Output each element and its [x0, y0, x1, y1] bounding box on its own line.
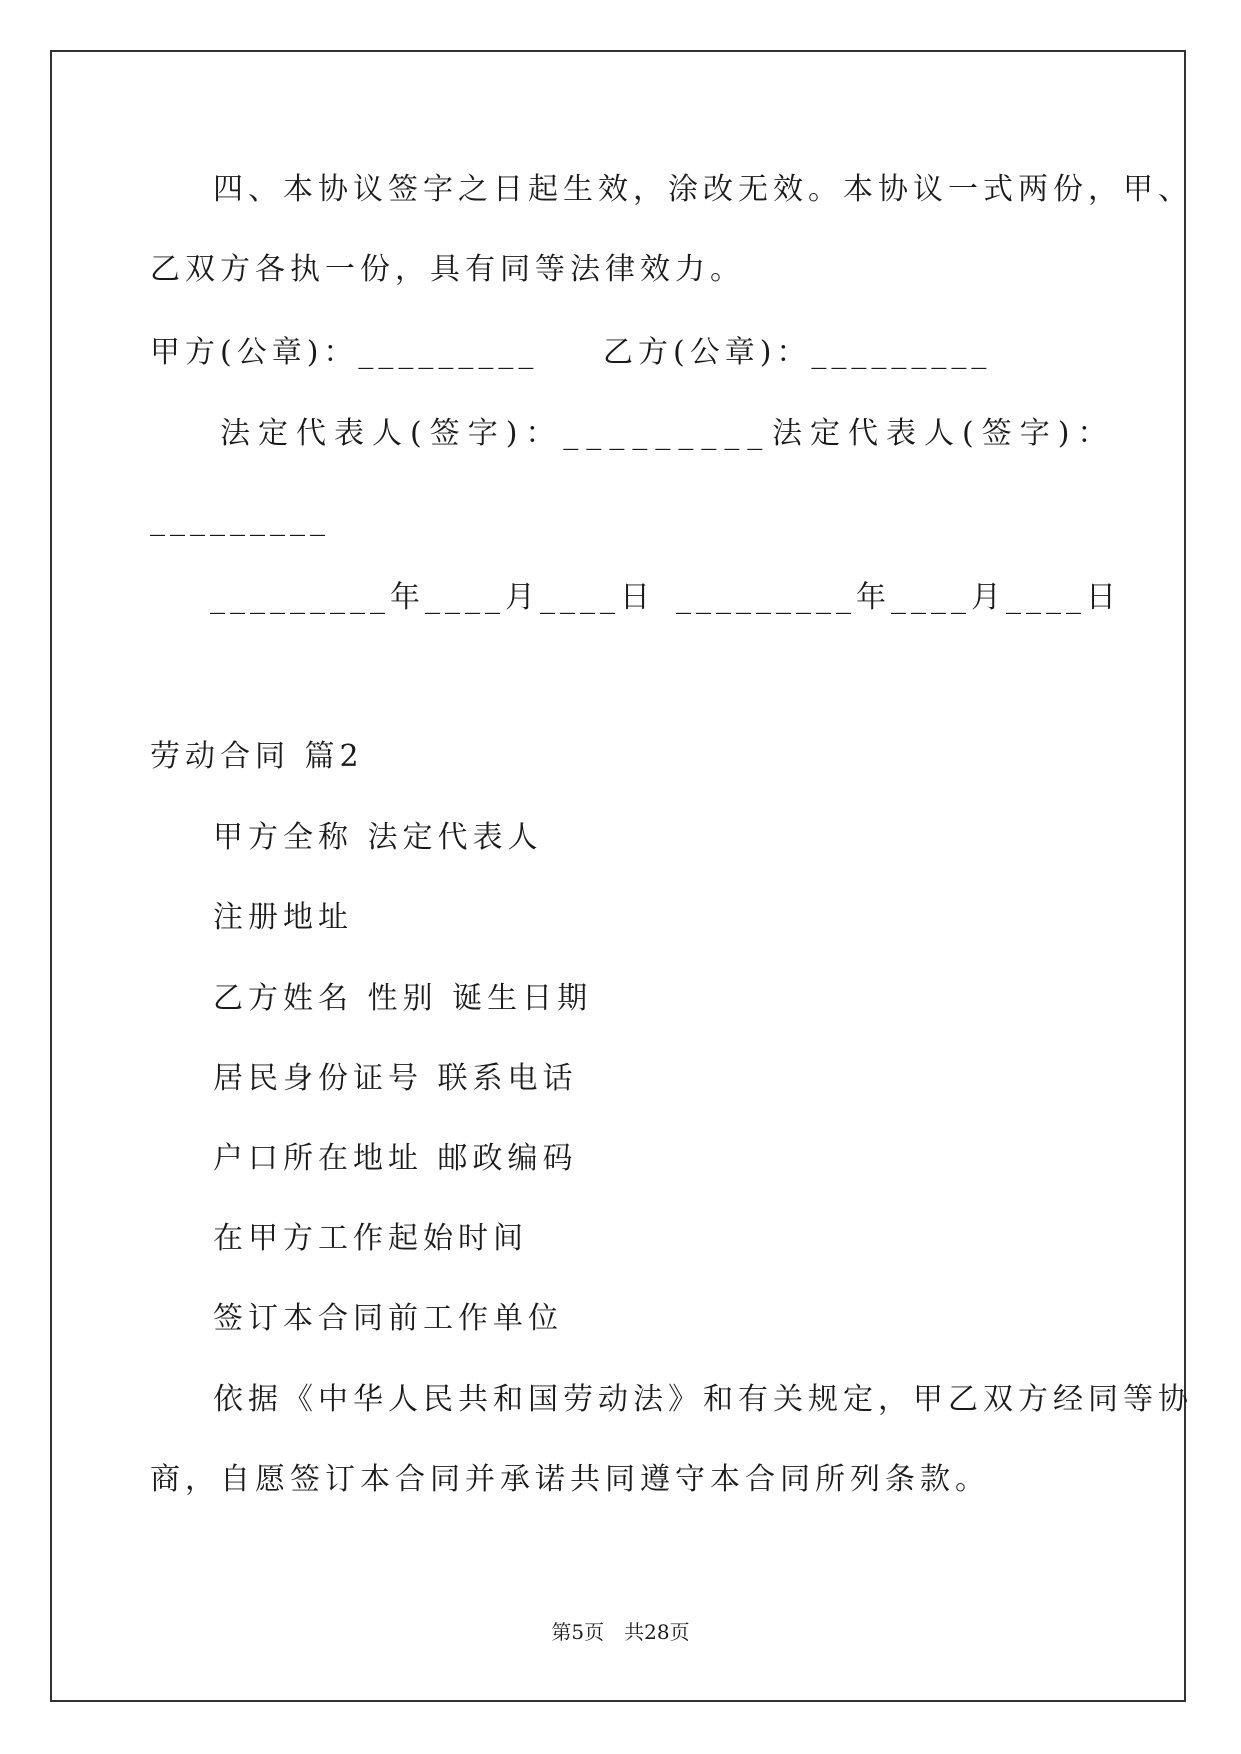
field-household-address: 户口所在地址 邮政编码: [213, 1141, 578, 1176]
field-start-time: 在甲方工作起始时间: [213, 1221, 528, 1256]
party-b-date: _________年____月____日: [676, 580, 1121, 615]
clause-4-line-2: 乙双方各执一份，具有同等法律效力。: [150, 252, 745, 287]
party-b-representative: 法定代表人(签字)：: [772, 416, 1116, 451]
basis-line-2: 商，自愿签订本合同并承诺共同遵守本合同所列条款。: [150, 1462, 990, 1497]
party-a-representative: 法定代表人(签字)：_________: [220, 416, 771, 451]
party-b-representative-blank: _________: [150, 502, 330, 537]
field-party-a-name: 甲方全称 法定代表人: [213, 820, 543, 855]
field-party-b-name: 乙方姓名 性别 诞生日期: [213, 981, 593, 1016]
field-id-number: 居民身份证号 联系电话: [213, 1061, 578, 1096]
party-a-seal: 甲方(公章)：_________: [150, 335, 539, 370]
field-previous-employer: 签订本合同前工作单位: [213, 1301, 563, 1336]
basis-line-1: 依据《中华人民共和国劳动法》和有关规定，甲乙双方经同等协: [213, 1382, 1193, 1417]
party-b-seal: 乙方(公章)：_________: [603, 335, 992, 370]
page-indicator: 第5页 共28页: [551, 1620, 690, 1644]
section-title: 劳动合同 篇2: [150, 739, 364, 774]
party-a-date: _________年____月____日: [210, 580, 655, 615]
field-registered-address: 注册地址: [213, 900, 353, 935]
clause-4-line-1: 四、本协议签字之日起生效，涂改无效。本协议一式两份，甲、: [213, 172, 1193, 207]
page-border: [50, 50, 1186, 1702]
